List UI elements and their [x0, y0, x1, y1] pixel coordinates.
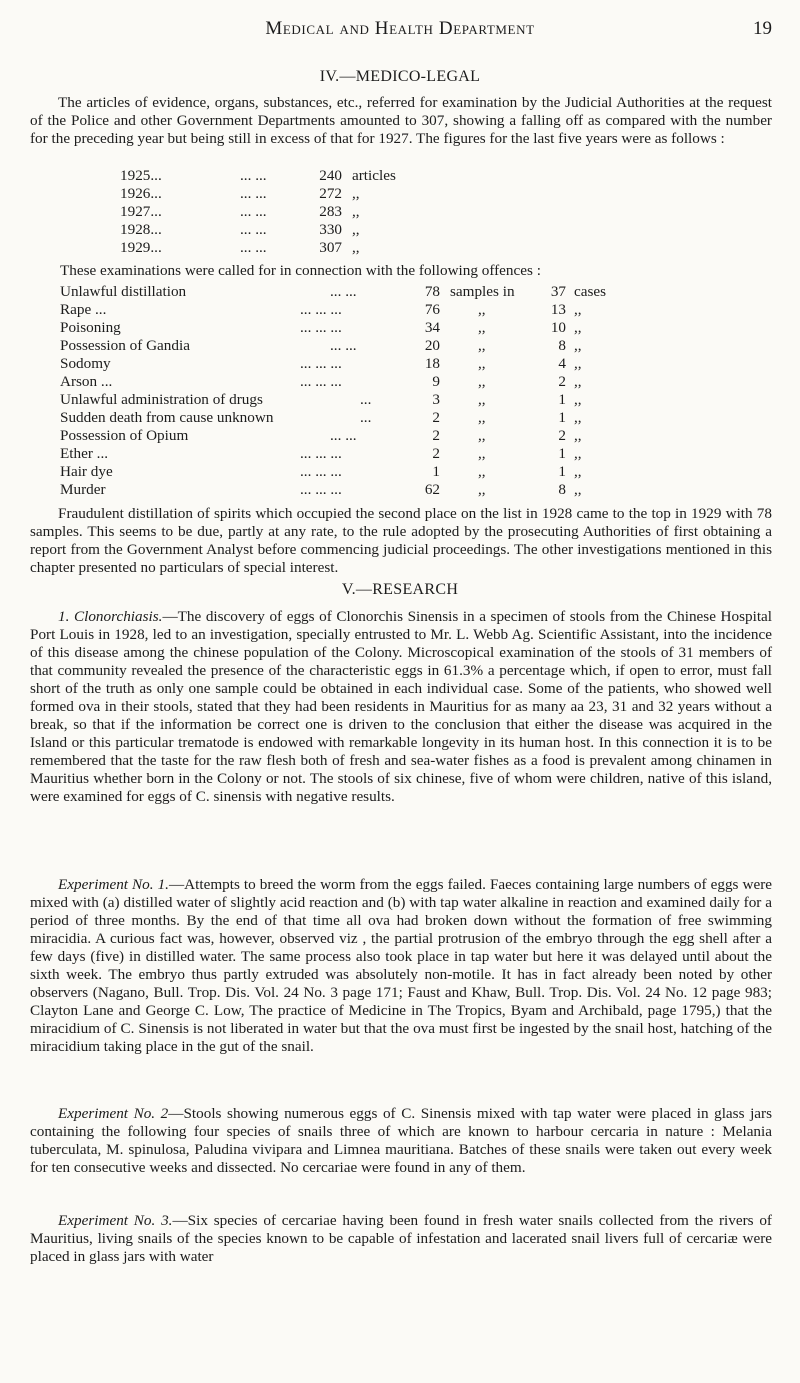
offence-samples-unit: ,, [478, 391, 486, 408]
experiment-2-paragraph [30, 1105, 772, 1177]
year-unit: ,, [352, 239, 360, 256]
offence-cases: 1 [558, 463, 566, 480]
year-unit: ,, [352, 221, 360, 238]
offence-samples-unit: ,, [478, 337, 486, 354]
offence-row [60, 355, 760, 373]
experiment-3-text: —Six species of cercariae having been found in fresh water snails collected from the rivers of Mauritius, living snails of the species known to be capable of infestation and lacerated snail livers full of cercariæ were placed in glass jars with water [30, 1212, 772, 1265]
offence-samples: 3 [432, 391, 440, 408]
offence-name: Hair dye [60, 463, 113, 480]
leader-dots: ... ... [240, 185, 267, 202]
year-unit: ,, [352, 185, 360, 202]
offence-cases: 8 [558, 337, 566, 354]
year-row [120, 167, 580, 185]
offence-name: Sudden death from cause unknown [60, 409, 274, 426]
leader-dots: ... ... ... [300, 319, 342, 336]
offence-name: Unlawful administration of drugs [60, 391, 263, 408]
experiment-1-text: —Attempts to breed the worm from the eggs failed. Faeces containing large numbers of eggs were mixed with (a) distilled water of slightly acid reaction and (b) with tap water alkaline in reaction and examined daily for a period of three months. By the end of that time all ova had broken down without the formation of free swimming miracidia. A curious fact was, however, observed viz , the partial protrusion of the embryo through the egg shell after a few days (five) in distilled water. The same process also took place in tap water but here it was delayed until about the sixth week. The embryo thus partly extruded was absolutely non-motile. It has in fact already been noted by other observers (Nagano, Bull. Trop. Dis. Vol. 24 No. 3 page 171; Faust and Khaw, Bull. Trop. Dis. Vol. 24 No. 12 page 983; Clayton Lane and George C. Low, The practice of Medicine in The Tropics, Byam and Archibald, page 1795,) that the miracidium of C. Sinensis is not liberated in water but that the ova must first be ingested by the snail host, hatching of the miracidium taking place in the gut of the snail. [30, 876, 772, 1055]
leader-dots: ... ... ... [300, 373, 342, 390]
offence-row [60, 337, 760, 355]
leader-dots: ... ... [240, 167, 267, 184]
year-row [120, 203, 580, 221]
offence-name: Murder [60, 481, 106, 498]
offence-cases-unit: cases [574, 283, 607, 300]
offence-row [60, 409, 760, 427]
leader-dots: ... ... ... [300, 463, 342, 480]
offence-row [60, 463, 760, 481]
year-label: 1926... [120, 185, 162, 202]
offence-samples-unit: samples in [450, 283, 515, 300]
offence-name: Ether ... [60, 445, 109, 462]
offence-name: Possession of Gandia [60, 337, 190, 354]
offence-cases: 2 [558, 373, 566, 390]
leader-dots: ... ... [330, 427, 357, 444]
offence-cases-unit: ,, [574, 337, 582, 354]
year-unit: ,, [352, 203, 360, 220]
year-row [120, 239, 580, 257]
year-count: 283 [319, 203, 342, 220]
offence-cases-unit: ,, [574, 319, 582, 336]
leader-dots: ... ... ... [300, 355, 342, 372]
year-row [120, 185, 580, 203]
experiment-2-text: —Stools showing numerous eggs of C. Sinensis mixed with tap water were placed in glass jars containing the following four species of snails three of which are known to harbour cercaria in nature : Melania tuberculata, M. spinulosa, Paludina vivipara and Limnea mauritiana. Batches of these snails were taken out every week for ten consecutive weeks and dissected. No cercariae were found in any of them. [30, 1105, 773, 1176]
leader-dots: ... ... [330, 283, 357, 300]
offences-intro: These examinations were called for in connection with the following offences : [60, 262, 541, 279]
offence-cases-unit: ,, [574, 463, 582, 480]
offence-samples-unit: ,, [478, 355, 486, 372]
offence-row [60, 427, 760, 445]
clonorchiasis-label: 1. Clonorchiasis. [58, 608, 163, 625]
offence-cases-unit: ,, [574, 391, 582, 408]
offence-cases: 10 [550, 319, 566, 336]
offence-name: Sodomy [60, 355, 111, 372]
offence-name: Rape ... [60, 301, 107, 318]
offence-cases-unit: ,, [574, 409, 582, 426]
offence-row [60, 283, 760, 301]
leader-dots: ... ... ... [300, 445, 342, 462]
leader-dots: ... ... ... [300, 301, 342, 318]
offence-samples-unit: ,, [478, 301, 486, 318]
offence-cases: 8 [558, 481, 566, 498]
offence-cases-unit: ,, [574, 481, 582, 498]
experiment-1-paragraph [30, 876, 772, 1056]
leader-dots: ... ... [330, 337, 357, 354]
offence-cases-unit: ,, [574, 373, 582, 390]
section-iv-intro: The articles of evidence, organs, substances, etc., referred for examination by the Judicial Authorities at the request of the Police and other Government Departments amounted to 307, showing a falling off as compared with the number for the preceding year but being still in excess of that for 1927. The figures for the last five years were as follows : [30, 94, 772, 147]
offence-cases: 1 [558, 409, 566, 426]
offence-samples: 20 [424, 337, 440, 354]
offence-name: Arson ... [60, 373, 113, 390]
offence-samples-unit: ,, [478, 481, 486, 498]
offence-cases: 2 [558, 427, 566, 444]
clonorchiasis-text: —The discovery of eggs of Clonorchis Sinensis in a specimen of stools from the Chinese Hospital Port Louis in 1928, led to an investigation, specially entrusted to Mr. L. Webb Ag. Scientific Assistant, into the incidence of this disease among the chinese population of the Colony. Microscopical examination of the stools of 31 members of that community revealed the presence of the characteristic eggs in 61.3% a percentage which, if open to error, must fall short of the truth as only one sample could be obtained in each individual case. Some of the patients, who showed well formed ova in their stools, stated that they had been residents in Mauritius for as many aa 23, 31 and 32 years without a break, so that if the information be correct one is driven to the conclusion that either the disease was acquired in the Island or this particular trematode is endowed with remarkable longevity in its human host. In this connection it is to be remembered that the taste for the raw flesh both of fresh and sea-water fishes as a food is prevalent among chinamen in Mauritius whether born in the Colony or not. The stools of six chinese, five of whom were children, native of this island, were examined for eggs of C. sinensis with negative results. [30, 608, 772, 805]
experiment-2-label: Experiment No. 2 [58, 1105, 169, 1122]
offence-cases-unit: ,, [574, 355, 582, 372]
offence-name: Poisoning [60, 319, 121, 336]
year-count: 240 [319, 167, 342, 184]
offence-cases: 13 [550, 301, 566, 318]
offence-samples: 78 [424, 283, 440, 300]
section-iv-closing: Fraudulent distillation of spirits which occupied the second place on the list in 1928 came to the top in 1929 with 78 samples. This seems to be due, partly at any rate, to the rule adopted by the prosecuting Authorities of first obtaining a report from the Government Analyst before commencing judicial proceedings. The other investigations mentioned in this chapter presented no particulars of special interest. [30, 505, 772, 576]
running-header-title: Medical and Health Department [265, 18, 535, 39]
offence-samples: 2 [432, 409, 440, 426]
offence-samples: 34 [424, 319, 440, 336]
year-unit: articles [352, 167, 396, 184]
offence-samples: 76 [424, 301, 440, 318]
offence-samples: 2 [432, 427, 440, 444]
leader-dots: ... [360, 409, 372, 426]
offence-samples-unit: ,, [478, 409, 486, 426]
year-label: 1929... [120, 239, 162, 256]
offence-cases-unit: ,, [574, 301, 582, 318]
offence-samples-unit: ,, [478, 373, 486, 390]
offence-cases: 1 [558, 445, 566, 462]
offence-row [60, 319, 760, 337]
year-count: 330 [319, 221, 342, 238]
clonorchiasis-paragraph [30, 608, 772, 806]
offence-row [60, 373, 760, 391]
offence-cases: 37 [550, 283, 566, 300]
leader-dots: ... ... [240, 203, 267, 220]
leader-dots: ... ... ... [300, 481, 342, 498]
offence-row [60, 301, 760, 319]
leader-dots: ... ... [240, 239, 267, 256]
section-iv-heading: IV.—MEDICO-LEGAL [319, 68, 481, 85]
offence-name: Possession of Opium [60, 427, 189, 444]
year-row [120, 221, 580, 239]
offence-samples: 2 [432, 445, 440, 462]
offence-samples-unit: ,, [478, 319, 486, 336]
offence-cases-unit: ,, [574, 427, 582, 444]
offence-name: Unlawful distillation [60, 283, 187, 300]
page-number: 19 [753, 18, 772, 39]
offence-row [60, 391, 760, 409]
year-count: 307 [319, 239, 342, 256]
offence-samples-unit: ,, [478, 445, 486, 462]
leader-dots: ... ... [240, 221, 267, 238]
year-label: 1928... [120, 221, 162, 238]
experiment-1-label: Experiment No. 1. [58, 876, 169, 893]
offence-samples: 1 [432, 463, 440, 480]
offence-samples-unit: ,, [478, 463, 486, 480]
offence-cases-unit: ,, [574, 445, 582, 462]
section-v-heading: V.—RESEARCH [341, 581, 459, 598]
offence-samples: 62 [424, 481, 440, 498]
offence-samples-unit: ,, [478, 427, 486, 444]
year-count: 272 [319, 185, 342, 202]
offence-row [60, 445, 760, 463]
offence-samples: 18 [424, 355, 440, 372]
year-label: 1927... [120, 203, 162, 220]
offence-cases: 4 [558, 355, 566, 372]
experiment-3-label: Experiment No. 3. [58, 1212, 173, 1229]
offence-cases: 1 [558, 391, 566, 408]
leader-dots: ... [360, 391, 372, 408]
year-label: 1925... [120, 167, 162, 184]
experiment-3-paragraph [30, 1212, 772, 1266]
offence-samples: 9 [432, 373, 440, 390]
offence-row [60, 481, 760, 499]
